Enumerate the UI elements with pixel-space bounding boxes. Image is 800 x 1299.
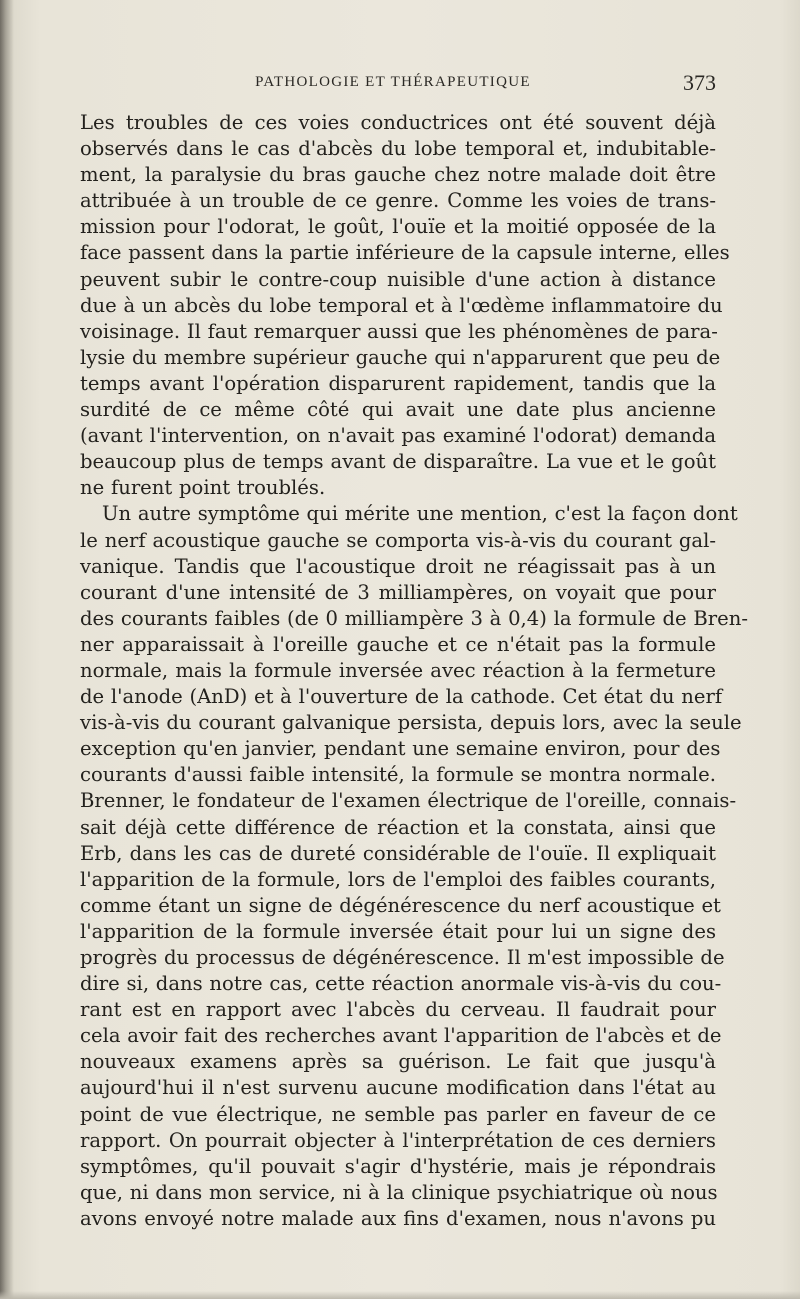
text-line: aujourd'hui il n'est survenu aucune modification dans l'état au — [80, 1076, 716, 1100]
text-line: ne furent point troublés. — [80, 476, 326, 500]
text-line: avons envoyé notre malade aux fins d'examen, nous n'avons pu — [80, 1206, 716, 1230]
text-line: mission pour l'odorat, le goût, l'ouïe et la moitié opposée de la — [80, 215, 716, 239]
text-line: progrès du processus de dégénérescence. Il m'est impossible de — [80, 946, 725, 969]
text-line: exception qu'en janvier, pendant une semaine environ, pour des — [80, 737, 721, 761]
text-line: normale, mais la formule inversée avec réaction à la fermeture — [80, 658, 716, 682]
text-line: l'apparition de la formule, lors de l'emploi des faibles courants, — [80, 867, 716, 891]
text-line: beaucoup plus de temps avant de disparaître. La vue et le goût — [80, 450, 716, 474]
text-line: nouveaux examens après sa guérison. Le fait que jusqu'à — [80, 1050, 716, 1074]
text-line: face passent dans la partie inférieure de la capsule interne, elles — [80, 241, 730, 265]
text-line: dire si, dans notre cas, cette réaction anormale vis-à-vis du cou- — [80, 972, 722, 996]
text-line: observés dans le cas d'abcès du lobe temporal et, indubitable- — [80, 137, 716, 161]
text-line: vanique. Tandis que l'acoustique droit ne réagissait pas à un — [80, 554, 716, 578]
text-line: Les troubles de ces voies conductrices ont été souvent déjà — [80, 111, 716, 134]
text-line: symptômes, qu'il pouvait s'agir d'hystérie, mais je répondrais — [80, 1154, 716, 1178]
page-header — [80, 70, 716, 98]
spine-shadow — [0, 0, 14, 1299]
text-line: de l'anode (AnD) et à l'ouverture de la cathode. Cet état du nerf — [80, 685, 723, 709]
text-line: Un autre symptôme qui mérite une mention, c'est la façon dont — [102, 502, 738, 526]
text-line: ment, la paralysie du bras gauche chez notre malade doit être — [80, 163, 716, 187]
text-line: l'apparition de la formule inversée était pour lui un signe des — [80, 919, 716, 943]
text-line: le nerf acoustique gauche se comporta vis-à-vis du courant gal- — [80, 528, 716, 552]
text-line: Erb, dans les cas de dureté considérable de l'ouïe. Il expliquait — [80, 841, 716, 865]
text-line: comme étant un signe de dégénérescence du nerf acoustique et — [80, 893, 721, 917]
text-line: rapport. On pourrait objecter à l'interprétation de ces derniers — [80, 1128, 716, 1152]
text-line: peuvent subir le contre-coup nuisible d'une action à distance — [80, 267, 716, 291]
text-line: sait déjà cette différence de réaction et la constata, ainsi que — [80, 815, 716, 839]
page-bottom-edge — [0, 1291, 800, 1299]
running-title: PATHOLOGIE ET THÉRAPEUTIQUE — [255, 74, 531, 90]
text-line: ner apparaissait à l'oreille gauche et ce n'était pas la formule — [80, 632, 716, 656]
text-line: temps avant l'opération disparurent rapidement, tandis que la — [80, 371, 716, 395]
text-line: Brenner, le fondateur de l'examen électrique de l'oreille, connais- — [80, 789, 737, 813]
page-number: 373 — [683, 70, 716, 95]
text-line: (avant l'intervention, on n'avait pas examiné l'odorat) demanda — [80, 424, 716, 448]
text-line: point de vue électrique, ne semble pas parler en faveur de ce — [80, 1102, 716, 1126]
text-line: des courants faibles (de 0 milliampère 3 à 0,4) la formule de Bren- — [80, 606, 748, 630]
text-line: lysie du membre supérieur gauche qui n'apparurent que peu de — [80, 345, 721, 369]
text-line: rant est en rapport avec l'abcès du cerveau. Il faudrait pour — [80, 998, 716, 1022]
text-line: courants d'aussi faible intensité, la formule se montra normale. — [80, 763, 716, 787]
text-line: voisinage. Il faut remarquer aussi que les phénomènes de para- — [80, 319, 718, 343]
text-line: attribuée à un trouble de ce genre. Comme les voies de trans- — [80, 189, 716, 213]
text-line: cela avoir fait des recherches avant l'apparition de l'abcès et de — [80, 1024, 722, 1048]
text-line: due à un abcès du lobe temporal et à l'œdème inflammatoire du — [80, 293, 723, 317]
body-text — [80, 110, 748, 1232]
text-line: surdité de ce même côté qui avait une date plus ancienne — [80, 398, 716, 422]
text-line: que, ni dans mon service, ni à la clinique psychiatrique où nous — [80, 1180, 718, 1204]
text-line: courant d'une intensité de 3 milliampères, on voyait que pour — [80, 580, 716, 604]
text-line: vis-à-vis du courant galvanique persista, depuis lors, avec la seule — [80, 711, 742, 735]
